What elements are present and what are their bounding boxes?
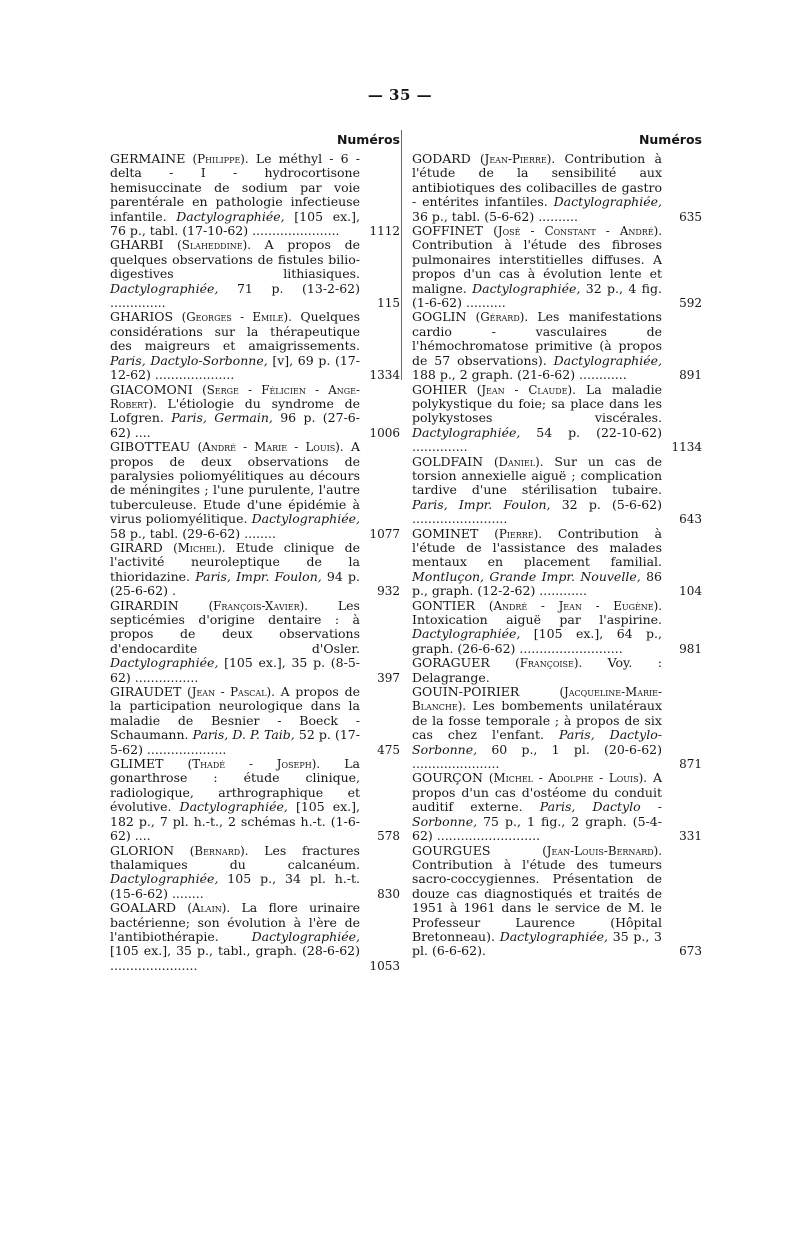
author-surname: GLORION — [110, 842, 175, 858]
author-given-names: (Jean - Pascal). — [187, 685, 275, 700]
bibliography-entry — [412, 455, 702, 527]
author-surname: GONTIER — [412, 597, 475, 613]
column-divider — [401, 130, 402, 380]
right-column — [412, 132, 702, 959]
entry-text — [412, 685, 702, 771]
publication-details: [105 ex.], 35 p. (8-5-62) ................ — [110, 655, 360, 685]
publication-details: 52 p. (17-5-62) .................... — [110, 727, 360, 757]
author-surname: GOURGUES — [412, 842, 491, 858]
entry-text — [110, 238, 400, 310]
entry-number: 331 — [679, 829, 702, 844]
publication-details: 75 p., 1 fig., 2 graph. (5-4-62) .......................... — [412, 813, 662, 844]
bibliography-entry — [412, 656, 702, 685]
thesis-title: Contribution à l'étude de l'assistance des malades mentaux en placement familial. — [412, 525, 662, 570]
publisher: Dactylographiée, — [553, 352, 662, 368]
author-given-names: (Thadé - Joseph). — [187, 757, 321, 772]
entry-number: 397 — [377, 670, 400, 685]
publisher: Dactylographiée, — [251, 511, 360, 527]
bibliography-entry — [412, 599, 702, 657]
entry-number: 673 — [679, 944, 702, 959]
thesis-title: Les fractures thalamiques du calcanéum. — [110, 842, 360, 872]
bibliography-entry — [110, 541, 400, 599]
bibliography-entry — [110, 599, 400, 685]
publication-details: 36 p., tabl. (5-6-62) .......... — [412, 208, 578, 224]
entry-number: 891 — [679, 368, 702, 383]
entry-number: 871 — [679, 757, 702, 772]
publication-details: [105 ex.], 182 p., 7 pl. h.-t., 2 schémas h.-t. (1-6-62) .... — [110, 799, 360, 844]
publication-details: 60 p., 1 pl. (20-6-62) ...................... — [412, 741, 662, 772]
entry-number: 635 — [679, 209, 702, 224]
publisher: Paris, Impr. Foulon, — [195, 568, 322, 584]
author-surname: GOUIN-POIRIER — [412, 684, 520, 700]
publication-details: 58 p., tabl. (29-6-62) ........ — [110, 525, 276, 541]
publication-details: 32 p., 4 fig. (1-6-62) .......... — [412, 280, 662, 311]
author-surname: GOMINET — [412, 525, 479, 541]
entry-number: 932 — [377, 584, 400, 599]
publisher: Paris, D. P. Taib, — [192, 727, 295, 743]
author-given-names: (François-Xavier). — [208, 598, 308, 613]
entry-text — [412, 656, 702, 685]
bibliography-entry — [110, 383, 400, 441]
author-given-names: (Slaheddine). — [177, 238, 251, 253]
entry-text — [110, 310, 400, 382]
author-surname: GIBOTTEAU — [110, 439, 191, 455]
entry-number: 104 — [679, 584, 702, 599]
bibliography-entry — [110, 238, 400, 310]
entry-list — [110, 152, 400, 973]
column-header-numeros: Numéros — [336, 132, 400, 147]
thesis-title: Contribution à l'étude de la sensibilité aux antibiotiques des colibacilles de gastro - entérites infantiles. — [412, 151, 662, 210]
author-surname: GHARIOS — [110, 309, 174, 325]
author-surname: GHARBI — [110, 237, 164, 253]
thesis-title: La gonarthrose : étude clinique, radiologique, arthrographique et évolutive. — [110, 756, 360, 815]
thesis-title: Voy. : Delagrange. — [412, 655, 662, 685]
entry-number: 1112 — [369, 224, 400, 239]
entry-text — [412, 310, 702, 382]
bibliography-entry — [412, 771, 702, 843]
thesis-title: Les bombements unilatéraux de la fosse temporale ; à propos de six cas chez l'enfant. — [412, 698, 662, 743]
entry-text — [412, 527, 702, 599]
author-surname: GERMAINE — [110, 151, 186, 166]
thesis-title: Etude clinique de l'activité neuroleptique de la thioridazine. — [110, 539, 360, 584]
author-given-names: (André - Jean - Eugène). — [488, 598, 662, 613]
author-given-names: (Georges - Emile). — [181, 310, 292, 325]
publisher: Dactylographiée, — [553, 194, 662, 210]
bibliography-entry — [110, 901, 400, 973]
entry-number: 475 — [377, 742, 400, 757]
bibliography-entry — [412, 224, 702, 310]
publication-details: 32 p. (5-6-62) ........................ — [412, 496, 663, 527]
bibliography-entry — [412, 152, 702, 224]
publisher: Dactylographiée, — [251, 928, 360, 944]
publisher: Dactylographiée, — [110, 655, 219, 671]
publication-details: [105 ex.], 64 p., graph. (26-6-62) .......................... — [412, 626, 662, 656]
entry-number: 1006 — [369, 425, 400, 440]
publication-details: 96 p. (27-6-62) .... — [110, 410, 360, 440]
publication-details: [105 ex.], 76 p., tabl. (17-10-62) ...................... — [110, 208, 360, 239]
entry-number: 578 — [377, 829, 400, 844]
thesis-title: A propos de la participation neurologique dans la maladie de Besnier - Boeck - Schaumann. — [110, 684, 360, 743]
bibliography-entry — [110, 844, 400, 902]
author-given-names: (Jean-Louis-Bernard). — [542, 843, 662, 858]
publisher: Paris, Germain, — [171, 410, 273, 426]
publication-details: 188 p., 2 graph. (21-6-62) ............ — [412, 367, 627, 383]
entry-number: 115 — [377, 296, 400, 311]
author-given-names: (Michel). — [173, 540, 226, 555]
thesis-title: A propos de deux observations de paralysies poliomyélitiques au décours de méningites ; l'une purulente, l'autre tuberculeuse. Etude d'une épidémie à virus poliomyélitique. — [110, 439, 360, 527]
author-surname: GOURÇON — [412, 770, 483, 786]
bibliography-entry — [412, 310, 702, 382]
author-given-names: (José - Constant - André). — [493, 224, 662, 239]
bibliography-entry — [412, 527, 702, 599]
thesis-title: A propos d'un cas d'ostéome du conduit auditif externe. — [412, 770, 662, 815]
entry-text — [412, 455, 702, 527]
publication-details: 54 p. (22-10-62) .............. — [412, 424, 662, 455]
bibliography-entry — [412, 844, 702, 959]
thesis-title: Contribution à l'étude des fibroses pulmonaires interstitielles diffuses. A propos d'un cas à évolution lente et maligne. — [412, 237, 662, 296]
publisher: Dactylographiée, — [110, 871, 219, 887]
publisher: Dactylographiée, — [176, 208, 285, 224]
publisher: Paris, Dactylo-Sorbonne, — [110, 352, 268, 368]
publication-details: 94 p. (25-6-62) . — [110, 568, 360, 599]
thesis-title: L'étiologie du syndrome de Lofgren. — [110, 395, 360, 426]
entry-text — [412, 844, 702, 959]
author-surname: GOLDFAIN — [412, 453, 484, 469]
publication-details: 71 p. (13-2-62) .............. — [110, 280, 360, 311]
author-surname: GIRARD — [110, 539, 163, 555]
publisher: Dactylographiée, — [110, 280, 219, 296]
author-surname: GIRAUDET — [110, 684, 182, 700]
publisher: Paris, Dactylo - Sorbonne, — [412, 799, 663, 829]
entry-text — [110, 440, 400, 541]
author-given-names: (Gérard). — [475, 310, 529, 325]
thesis-title: Quelques considérations sur la thérapeutique des maigreurs et amaigrissements. — [110, 309, 360, 354]
bibliography-entry — [412, 685, 702, 771]
page-number: — 35 — — [367, 86, 433, 104]
publication-details: 86 p., graph. (12-2-62) ............ — [412, 568, 662, 599]
publisher: Paris, Dactylo-Sorbonne, — [412, 727, 662, 757]
author-surname: GORAGUER — [412, 655, 490, 671]
entry-text — [110, 152, 400, 238]
publication-details: 35 p., 3 pl. (6-6-62). — [412, 928, 662, 959]
bibliography-entry — [110, 310, 400, 382]
author-surname: GOFFINET — [412, 223, 483, 239]
entry-text — [110, 844, 400, 902]
entry-text — [110, 541, 400, 599]
author-given-names: (Daniel). — [493, 454, 544, 469]
author-surname: GIACOMONI — [110, 381, 193, 397]
publication-details: [v], 69 p. (17-12-62) .................... — [110, 352, 360, 383]
bibliography-entry — [412, 383, 702, 455]
entry-list — [412, 152, 702, 959]
entry-number: 981 — [679, 641, 702, 656]
entry-text — [412, 152, 702, 224]
entry-text — [110, 599, 400, 685]
entry-number: 1053 — [369, 958, 400, 973]
author-given-names: (Jean-Pierre). — [480, 152, 556, 166]
thesis-title: Sur un cas de torsion annexielle aiguë ; complication tardive d'une stérilisation tubaire. — [412, 453, 662, 498]
publisher: Dactylographiée, — [412, 424, 521, 440]
author-surname: GOALARD — [110, 900, 177, 916]
entry-number: 830 — [377, 886, 400, 901]
publisher: Dactylographiée, — [412, 626, 521, 642]
author-given-names: (Philippe). — [192, 152, 249, 166]
thesis-title: Les septicémies d'origine dentaire : à propos de deux observations d'endocardite d'Osler. — [110, 597, 360, 656]
publication-details: [105 ex.], 35 p., tabl., graph. (28-6-62) ...................... — [110, 943, 360, 973]
entry-text — [412, 224, 702, 310]
thesis-title: Les manifestations cardio - vasculaires de l'hémochromatose primitive (à propos de 57 observations). — [412, 309, 662, 368]
thesis-title: Intoxication aiguë par l'aspirine. — [412, 612, 662, 627]
author-surname: GOGLIN — [412, 309, 467, 325]
entry-text — [412, 599, 702, 657]
column-header-numeros: Numéros — [638, 132, 702, 147]
author-given-names: (André - Marie - Louis). — [197, 440, 344, 455]
author-given-names: (Françoise). — [515, 656, 583, 671]
thesis-title: La maladie polykystique du foie; sa place dans les polykystoses viscérales. — [412, 381, 662, 426]
author-given-names: (Michel - Adolphe - Louis). — [488, 771, 647, 786]
thesis-title: A propos de quelques observations de fistules bilio-digestives lithiasiques. — [110, 237, 360, 282]
bibliography-entry — [110, 757, 400, 843]
entry-number: 1077 — [369, 526, 400, 541]
author-given-names: (Jacqueline-Marie-Blanche). — [412, 685, 662, 714]
publisher: Dactylographiée, — [499, 928, 609, 944]
entry-text — [110, 383, 400, 441]
entry-text — [110, 685, 400, 757]
entry-text — [110, 901, 400, 973]
author-surname: GLIMET — [110, 756, 164, 772]
author-given-names: (Bernard). — [189, 843, 249, 858]
author-given-names: (Alain). — [187, 901, 231, 916]
thesis-title: Contribution à l'étude des tumeurs sacro-coccygiennes. Présentation de douze cas diagnostiqués et traités de 1951 à 1961 dans le service de M. le Professeur Laurence (Hôpital Bretonneau). — [412, 856, 662, 944]
entry-text — [110, 757, 400, 843]
publisher: Paris, Impr. Foulon, — [412, 496, 551, 512]
author-surname: GODARD — [412, 151, 471, 166]
author-given-names: (Serge - Félicien - Ange-Robert). — [110, 382, 360, 411]
bibliography-entry — [110, 685, 400, 757]
entry-number: 592 — [679, 296, 702, 311]
publication-details: 105 p., 34 pl. h.-t. (15-6-62) ........ — [110, 871, 360, 901]
entry-text — [412, 383, 702, 455]
entry-number: 1134 — [671, 440, 702, 455]
author-given-names: (Jean - Claude). — [476, 382, 576, 397]
bibliography-entry — [110, 152, 400, 238]
left-column — [110, 132, 400, 973]
entry-text — [412, 771, 702, 843]
publisher: Dactylographiée, — [179, 799, 288, 815]
bibliography-entry — [110, 440, 400, 541]
thesis-title: Le méthyl - 6 - delta - I - hydrocortisone hemisuccinate de sodium par voie parentérale en pathologie infectieuse infantile. — [110, 151, 360, 224]
publisher: Montluçon, Grande Impr. Nouvelle, — [412, 568, 641, 584]
entry-number: 1334 — [369, 368, 400, 383]
author-given-names: (Pierre). — [494, 526, 543, 541]
publisher: Dactylographiée, — [472, 280, 581, 296]
author-surname: GIRARDIN — [110, 597, 179, 613]
entry-number: 643 — [679, 512, 702, 527]
author-surname: GOHIER — [412, 381, 467, 397]
thesis-title: La flore urinaire bactérienne; son évolution à l'ère de l'antibiothérapie. — [110, 900, 360, 944]
